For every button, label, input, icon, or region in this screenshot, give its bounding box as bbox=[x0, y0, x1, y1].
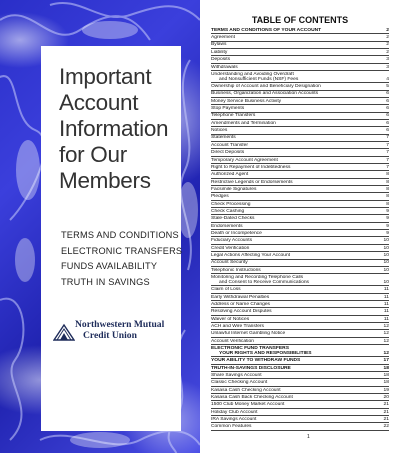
toc-entry bbox=[211, 135, 389, 142]
toc-entry-page: 18 bbox=[383, 365, 389, 371]
toc-entry-page: 9 bbox=[386, 223, 389, 229]
logo-name: Northwestern Mutual bbox=[75, 319, 165, 330]
cover-title-line: Account bbox=[59, 90, 139, 115]
toc-entry-label: ACH and Wire Transfers bbox=[211, 323, 264, 329]
logo-subtitle: Credit Union bbox=[83, 330, 137, 341]
cover-topics bbox=[61, 228, 181, 290]
toc-entry-label: Kasasa Cash Checking Account bbox=[211, 387, 281, 393]
toc-entry-page: 7 bbox=[386, 135, 389, 141]
toc-entry-label: Restrictive Legends or Endorsements bbox=[211, 179, 293, 185]
toc-entry-page: 11 bbox=[383, 309, 389, 315]
toc-entry bbox=[211, 345, 389, 357]
toc-entry-page: 20 bbox=[383, 394, 389, 400]
toc-entry-page: 10 bbox=[383, 238, 389, 244]
toc-entry bbox=[211, 164, 389, 171]
toc-entry-label: Death or Incompetence bbox=[211, 230, 262, 236]
toc-entry bbox=[211, 294, 389, 301]
toc-entry bbox=[211, 308, 389, 315]
toc-entry bbox=[211, 208, 389, 215]
toc-entry-label: Amendments and Termination bbox=[211, 120, 276, 126]
toc-entry bbox=[211, 193, 389, 200]
toc-entry bbox=[211, 127, 389, 134]
toc-entry-label: Holiday Club Account bbox=[211, 409, 258, 415]
toc-entry-page: 21 bbox=[383, 416, 389, 422]
toc-entry-label: Share Savings Account bbox=[211, 372, 262, 378]
toc-entry bbox=[211, 316, 389, 323]
toc-entry-label: Account Security bbox=[211, 260, 248, 266]
cover-title bbox=[59, 64, 174, 194]
table-of-contents bbox=[211, 15, 389, 431]
page-number: 1 bbox=[307, 434, 310, 440]
toc-entry-label: Early Withdrawal Penalties bbox=[211, 294, 270, 300]
toc-entry-page: 4 bbox=[386, 76, 389, 82]
toc-entry bbox=[211, 409, 389, 416]
toc-entry-page: 12 bbox=[383, 338, 389, 344]
toc-entry bbox=[211, 105, 389, 112]
toc-entry-label: Telephone Transfers bbox=[211, 113, 256, 119]
toc-entry-page: 3 bbox=[386, 64, 389, 70]
toc-entry bbox=[211, 215, 389, 222]
toc-entry-page: 8 bbox=[386, 194, 389, 200]
toc-entry bbox=[211, 179, 389, 186]
toc-entry-label: Ownership of Account and Beneficiary Designation bbox=[211, 84, 321, 90]
toc-entry bbox=[211, 113, 389, 120]
toc-entry-page: 11 bbox=[383, 301, 389, 307]
toc-entry bbox=[211, 394, 389, 401]
toc-entry-page: 7 bbox=[386, 150, 389, 156]
toc-entry-page: 6 bbox=[386, 120, 389, 126]
toc-entry bbox=[211, 149, 389, 156]
cover-title-line: Members bbox=[59, 168, 151, 193]
toc-entry-label: Check Processing bbox=[211, 201, 251, 207]
toc-entry-page: 6 bbox=[386, 128, 389, 134]
cover-topic: FUNDS AVAILABILITY bbox=[61, 261, 158, 271]
toc-entry-page: 12 bbox=[383, 331, 389, 337]
cover-card bbox=[41, 46, 181, 431]
toc-entry-label: Classic Checking Account bbox=[211, 380, 268, 386]
toc-entry-label: TERMS AND CONDITIONS OF YOUR ACCOUNT bbox=[211, 27, 322, 33]
toc-entry bbox=[211, 120, 389, 127]
toc-entry-label: Notices bbox=[211, 128, 228, 134]
toc-entry-label: Telephonic Instructions bbox=[211, 267, 261, 273]
toc-entry bbox=[211, 286, 389, 293]
toc-entry-page: 5 bbox=[386, 84, 389, 90]
toc-entry-page: 8 bbox=[386, 179, 389, 185]
toc-entry-label: Resolving Account Disputes bbox=[211, 309, 272, 315]
toc-entry bbox=[211, 186, 389, 193]
toc-entry bbox=[211, 157, 389, 164]
toc-entry bbox=[211, 201, 389, 208]
toc-entry bbox=[211, 223, 389, 230]
toc-entry bbox=[211, 372, 389, 379]
toc-entry-label: Agreement bbox=[211, 35, 235, 41]
toc-entry-label bbox=[211, 72, 381, 82]
toc-entry-page: 7 bbox=[386, 164, 389, 170]
toc-entry-label: Bylaws bbox=[211, 42, 227, 48]
toc-entry bbox=[211, 171, 389, 178]
toc-entry-label-line: Monitoring and Recording Telephone Calls bbox=[211, 275, 304, 280]
toc-entry-page: 21 bbox=[383, 409, 389, 415]
toc-entry bbox=[211, 49, 389, 56]
northwestern-mutual-logo-icon bbox=[53, 323, 75, 341]
toc-entry-label: Credit Verification bbox=[211, 245, 250, 251]
toc-entry-page: 10 bbox=[383, 267, 389, 273]
toc-list bbox=[211, 27, 389, 431]
toc-entry bbox=[211, 252, 389, 259]
toc-entry-page: 6 bbox=[386, 98, 389, 104]
toc-entry-page: 2 bbox=[386, 35, 389, 41]
toc-entry-page: 6 bbox=[386, 106, 389, 112]
toc-entry-label: Right to Repayment of Indebtedness bbox=[211, 164, 291, 170]
toc-entry-label: Legal Actions Affecting Your Account bbox=[211, 252, 291, 258]
toc-entry-label bbox=[211, 275, 381, 285]
toc-entry-label bbox=[211, 346, 381, 356]
toc-entry bbox=[211, 71, 389, 83]
toc-heading: TABLE OF CONTENTS bbox=[251, 15, 349, 25]
toc-entry bbox=[211, 83, 389, 90]
cover-topic: ELECTRONIC TRANSFERS bbox=[61, 245, 183, 256]
toc-entry-label: Claim of Loss bbox=[211, 287, 241, 293]
toc-entry-page: 22 bbox=[383, 424, 389, 430]
toc-entry bbox=[211, 91, 389, 98]
toc-entry-page: 18 bbox=[383, 372, 389, 378]
cover-title-line: Important bbox=[59, 64, 152, 89]
toc-entry-label-line: and Consent to Receive Communications bbox=[219, 280, 309, 286]
toc-entry-page: 2 bbox=[386, 42, 389, 48]
toc-entry-page: 21 bbox=[383, 402, 389, 408]
toc-entry-label: Stale-Dated Checks bbox=[211, 216, 255, 222]
toc-entry bbox=[211, 338, 389, 345]
toc-entry-label: 1500 Club Money Market Account bbox=[211, 402, 285, 408]
toc-entry bbox=[211, 323, 389, 330]
toc-entry-label: Authorized Agent bbox=[211, 172, 249, 178]
toc-entry-label: Account Transfer bbox=[211, 142, 248, 148]
toc-entry-page: 6 bbox=[386, 113, 389, 119]
toc-entry-page: 9 bbox=[386, 216, 389, 222]
toc-entry-label: YOUR ABILITY TO WITHDRAW FUNDS bbox=[211, 358, 301, 364]
toc-entry-label: TRUTH-IN-SAVINGS DISCLOSURE bbox=[211, 365, 291, 371]
cover-title-line: Information bbox=[59, 116, 169, 141]
toc-entry-label: Deposits bbox=[211, 57, 231, 63]
toc-entry bbox=[211, 301, 389, 308]
toc-entry-page: 7 bbox=[386, 157, 389, 163]
toc-entry-label: Waiver of Notices bbox=[211, 316, 250, 322]
toc-entry-page: 8 bbox=[386, 201, 389, 207]
toc-entry-page: 11 bbox=[383, 287, 389, 293]
toc-entry bbox=[211, 387, 389, 394]
toc-entry-label: IRA Savings Account bbox=[211, 416, 257, 422]
credit-union-logo bbox=[53, 320, 178, 346]
toc-entry-page: 10 bbox=[383, 252, 389, 258]
toc-entry-label: Common Features bbox=[211, 424, 252, 430]
toc-entry-page: 10 bbox=[383, 260, 389, 266]
toc-entry-page: 9 bbox=[386, 208, 389, 214]
toc-entry-label: Liability bbox=[211, 49, 228, 55]
toc-entry-page: 12 bbox=[383, 350, 389, 356]
toc-entry bbox=[211, 423, 389, 430]
toc-entry bbox=[211, 98, 389, 105]
toc-entry-page: 12 bbox=[383, 323, 389, 329]
toc-entry-page: 10 bbox=[383, 279, 389, 285]
toc-entry-page: 2 bbox=[386, 27, 389, 33]
toc-entry-page: 11 bbox=[383, 316, 389, 322]
toc-entry-label: Stop Payments bbox=[211, 106, 245, 112]
toc-entry-page: 6 bbox=[386, 91, 389, 97]
cover-topic: TERMS AND CONDITIONS bbox=[61, 230, 179, 240]
toc-entry-label: Withdrawals bbox=[211, 64, 238, 70]
toc-entry-page: 8 bbox=[386, 186, 389, 192]
toc-entry-page: 7 bbox=[386, 142, 389, 148]
toc-entry-page: 9 bbox=[386, 230, 389, 236]
cover-topic: TRUTH IN SAVINGS bbox=[61, 276, 150, 287]
toc-entry-label: Account Verification bbox=[211, 338, 254, 344]
toc-entry bbox=[211, 260, 389, 267]
toc-entry-page: 2 bbox=[386, 49, 389, 55]
toc-entry-label-line: ELECTRONIC FUND TRANSFERS bbox=[211, 345, 289, 351]
toc-entry-page: 18 bbox=[383, 380, 389, 386]
toc-entry-label: Pledges bbox=[211, 194, 229, 200]
toc-entry bbox=[211, 42, 389, 49]
toc-entry-label: Fiduciary Accounts bbox=[211, 238, 253, 244]
toc-entry-label: Address or Name Changes bbox=[211, 301, 270, 307]
toc-entry-label: Endorsements bbox=[211, 223, 243, 229]
toc-entry-label: Direct Deposits bbox=[211, 150, 245, 156]
toc-entry-label-line: and Nonsufficient Funds (NSF) Fees bbox=[219, 77, 299, 83]
toc-entry-label: Business, Organization and Association Accounts bbox=[211, 91, 319, 97]
toc-entry bbox=[211, 64, 389, 71]
toc-entry-page: 8 bbox=[386, 172, 389, 178]
toc-entry-label: Unlawful Internet Gambling Notice bbox=[211, 331, 286, 337]
toc-entry-page: 11 bbox=[383, 294, 389, 300]
toc-entry-label-line: YOUR RIGHTS AND RESPONSIBILITIES bbox=[219, 351, 312, 357]
toc-entry-page: 3 bbox=[386, 57, 389, 63]
toc-entry bbox=[211, 34, 389, 41]
toc-entry bbox=[211, 56, 389, 63]
toc-entry bbox=[211, 330, 389, 337]
cover-title-line: for Our bbox=[59, 142, 127, 167]
toc-entry bbox=[211, 237, 389, 244]
toc-entry-label: Check Cashing bbox=[211, 208, 245, 214]
toc-entry-page: 10 bbox=[383, 245, 389, 251]
toc-entry bbox=[211, 267, 389, 274]
toc-entry-label: Temporary Account Agreement bbox=[211, 157, 278, 163]
toc-entry bbox=[211, 245, 389, 252]
toc-entry-label-line: Understanding and Avoiding Overdraft bbox=[211, 71, 294, 77]
toc-entry-page: 17 bbox=[383, 358, 389, 364]
toc-entry bbox=[211, 379, 389, 386]
toc-entry-page: 19 bbox=[383, 387, 389, 393]
toc-entry-label: Statements bbox=[211, 135, 236, 141]
toc-entry bbox=[211, 27, 389, 34]
toc-entry bbox=[211, 230, 389, 237]
toc-entry bbox=[211, 401, 389, 408]
toc-entry bbox=[211, 416, 389, 423]
toc-entry bbox=[211, 142, 389, 149]
toc-entry-label: Money Service Business Activity bbox=[211, 98, 282, 104]
toc-entry bbox=[211, 365, 389, 372]
toc-entry-label: Facsimile Signatures bbox=[211, 186, 257, 192]
toc-entry bbox=[211, 357, 389, 364]
toc-entry-label: Kasasa Cash Back Checking Account bbox=[211, 394, 293, 400]
toc-entry bbox=[211, 274, 389, 286]
